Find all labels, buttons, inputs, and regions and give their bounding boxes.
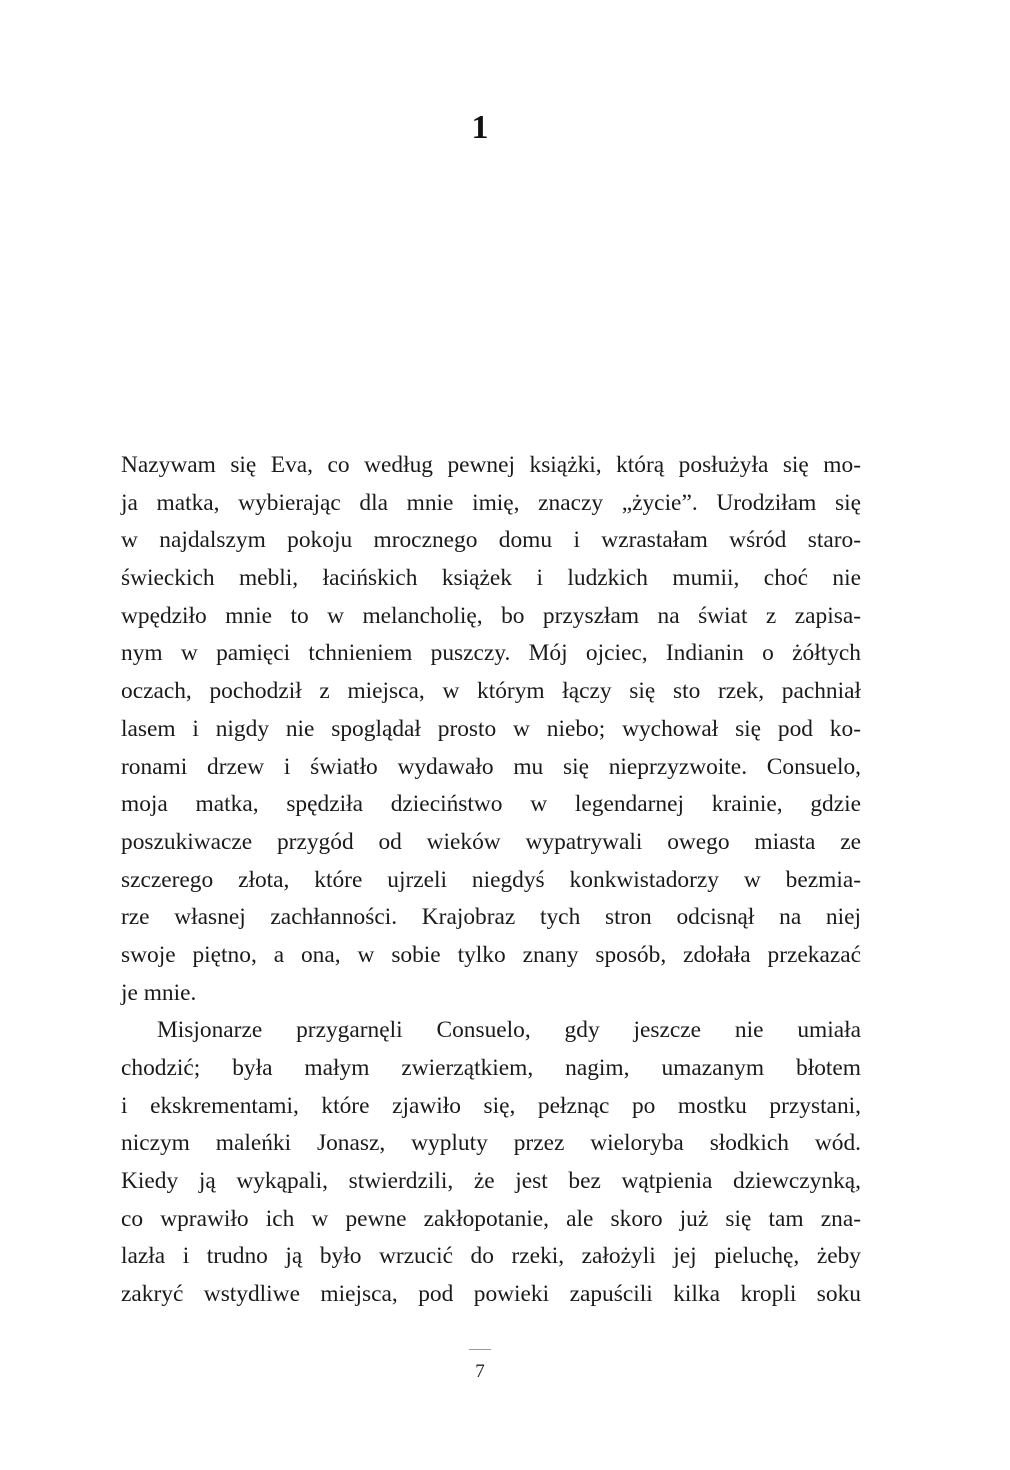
body-text (121, 447, 861, 1314)
text-line: świeckich mebli, łacińskich książek i ludzkich mumii, choć nie (121, 565, 861, 592)
text-line: wpędziło mnie to w melancholię, bo przyszłam na świat z zapisa- (121, 602, 861, 629)
text-line: ronami drzew i światło wydawało mu się nieprzyzwoite. Consuelo, (121, 753, 861, 780)
text-line: lasem i nigdy nie spoglądał prosto w niebo; wychował się pod ko- (121, 715, 861, 742)
text-line: zakryć wstydliwe miejsca, pod powieki zapuścili kilka kropli soku (121, 1281, 861, 1308)
text-line: moja matka, spędziła dzieciństwo w legendarnej krainie, gdzie (121, 791, 861, 818)
text-line: je mnie. (121, 979, 197, 1006)
text-line: nym w pamięci tchnieniem puszczy. Mój ojciec, Indianin o żółtych (121, 640, 861, 667)
text-line: Kiedy ją wykąpali, stwierdzili, że jest bez wątpienia dziewczynką, (121, 1168, 861, 1195)
paragraph-1 (121, 447, 861, 1012)
text-line: lazła i trudno ją było wrzucić do rzeki, założyli jej pieluchę, żeby (121, 1243, 861, 1270)
text-line: rze własnej zachłanności. Krajobraz tych stron odcisnął na niej (121, 904, 861, 931)
footer-rule (469, 1349, 491, 1350)
paragraph-2 (121, 1012, 861, 1314)
text-line: swoje piętno, a ona, w sobie tylko znany sposób, zdołała przekazać (121, 941, 861, 968)
text-line: szczerego złota, które ujrzeli niegdyś konkwistadorzy w bezmia- (121, 866, 861, 893)
chapter-number: 1 (471, 109, 489, 146)
text-line: co wprawiło ich w pewne zakłopotanie, ale skoro już się tam zna- (121, 1205, 861, 1232)
text-line: Misjonarze przygarnęli Consuelo, gdy jeszcze nie umiała (157, 1017, 861, 1044)
text-line: ja matka, wybierając dla mnie imię, znaczy „życie”. Urodziłam się (121, 489, 861, 516)
text-line: chodzić; była małym zwierzątkiem, nagim, umazanym błotem (121, 1055, 861, 1081)
text-line: Nazywam się Eva, co według pewnej książki, którą posłużyła się mo- (121, 452, 861, 478)
text-line: i ekskrementami, które zjawiło się, pełznąc po mostku przystani, (121, 1092, 861, 1119)
text-line: w najdalszym pokoju mrocznego domu i wzrastałam wśród staro- (121, 527, 861, 554)
page-number: 7 (475, 1361, 485, 1382)
text-line: niczym maleńki Jonasz, wypluty przez wieloryba słodkich wód. (121, 1130, 861, 1157)
text-line: oczach, pochodził z miejsca, w którym łączy się sto rzek, pachniał (121, 678, 861, 705)
text-line: poszukiwacze przygód od wieków wypatrywali owego miasta ze (121, 828, 861, 855)
